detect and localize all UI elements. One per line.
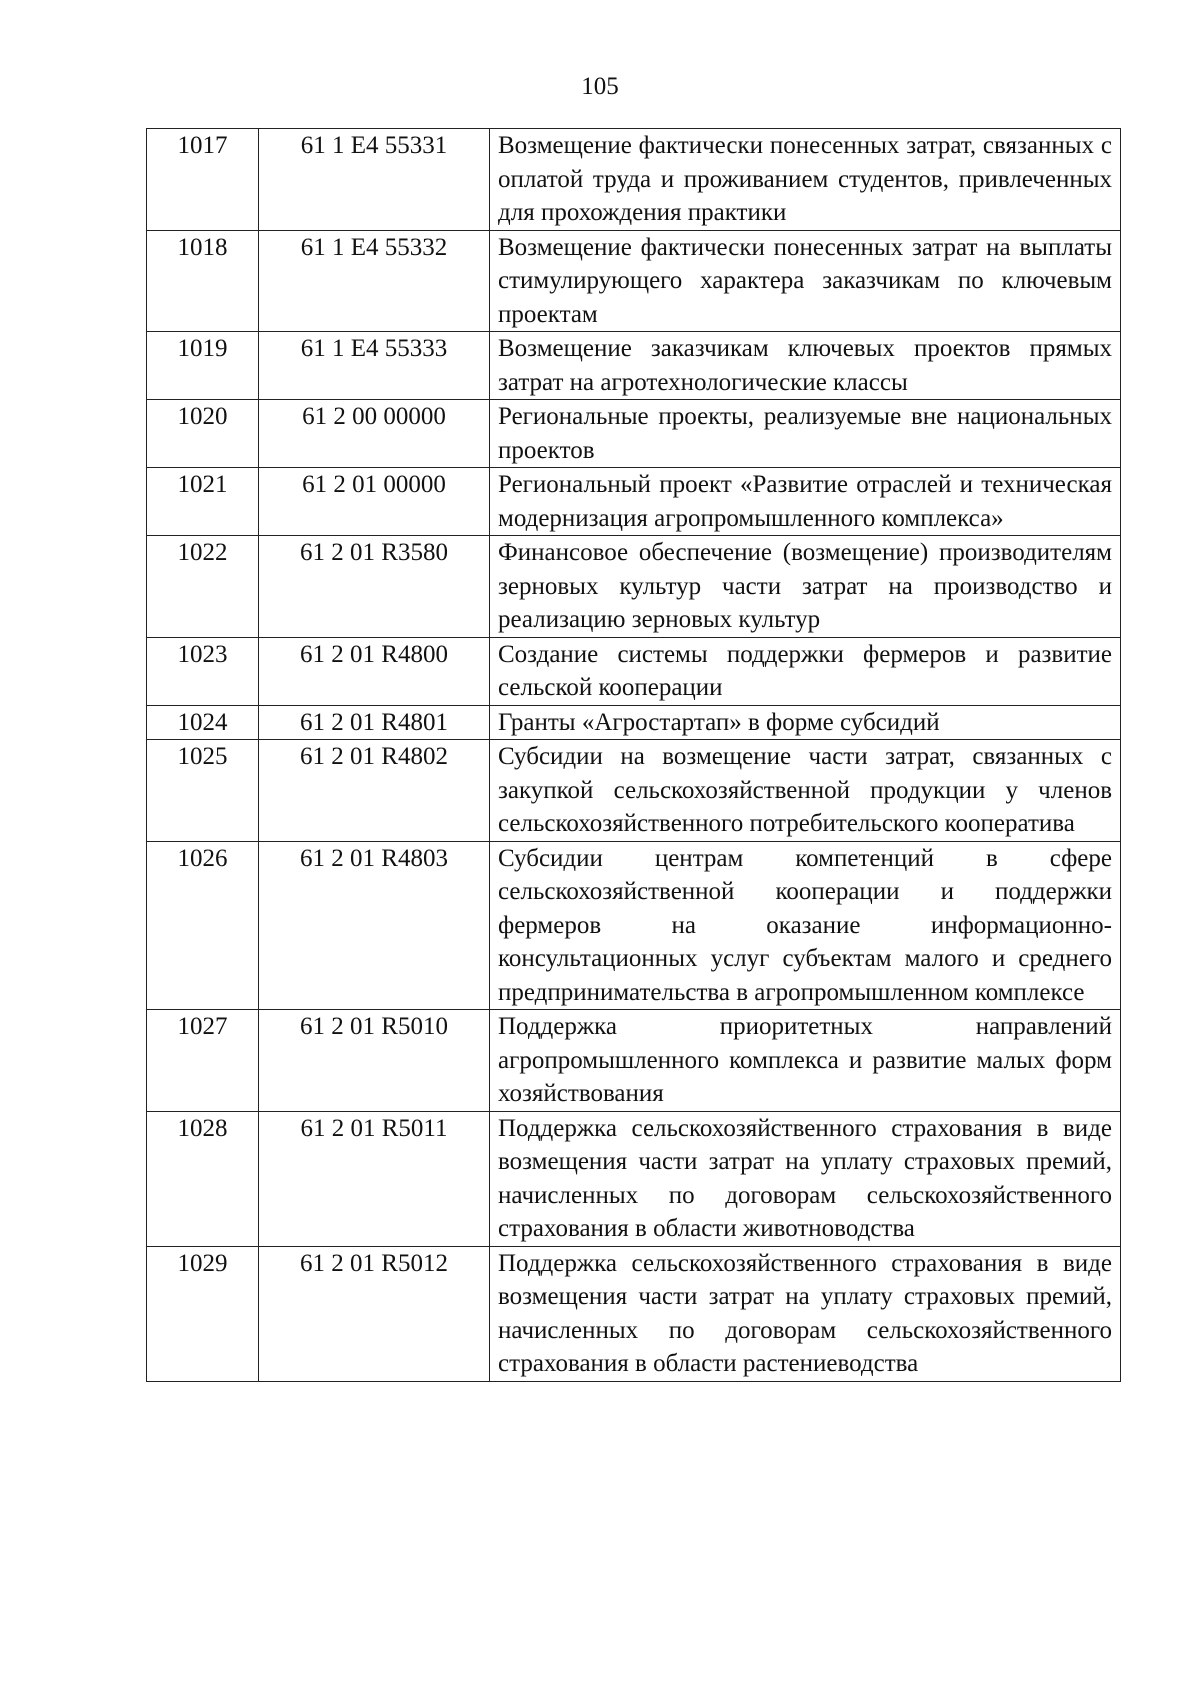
row-number: 1022	[147, 536, 259, 638]
budget-code: 61 1 E4 55332	[259, 230, 490, 332]
row-description: Региональные проекты, реализуемые вне национальных проектов	[490, 400, 1121, 468]
row-number: 1019	[147, 332, 259, 400]
row-number: 1017	[147, 129, 259, 231]
page-number: 105	[581, 73, 619, 100]
budget-code: 61 2 01 00000	[259, 468, 490, 536]
budget-code: 61 1 E4 55331	[259, 129, 490, 231]
budget-code: 61 2 01 R4800	[259, 637, 490, 705]
table-row	[147, 332, 1121, 400]
budget-code: 61 2 01 R3580	[259, 536, 490, 638]
table-row	[147, 1246, 1121, 1381]
row-description: Создание системы поддержки фермеров и развитие сельской кооперации	[490, 637, 1121, 705]
budget-code: 61 2 01 R5012	[259, 1246, 490, 1381]
budget-code: 61 2 01 R5011	[259, 1111, 490, 1246]
table-row	[147, 705, 1121, 740]
row-number: 1026	[147, 841, 259, 1010]
table-row	[147, 841, 1121, 1010]
table-row	[147, 740, 1121, 842]
budget-code: 61 1 E4 55333	[259, 332, 490, 400]
row-number: 1021	[147, 468, 259, 536]
row-number: 1023	[147, 637, 259, 705]
row-description: Субсидии на возмещение части затрат, связанных с закупкой сельскохозяйственной продукции у членов сельскохозяйственного потребительского кооператива	[490, 740, 1121, 842]
row-number: 1029	[147, 1246, 259, 1381]
row-number: 1025	[147, 740, 259, 842]
table-row	[147, 129, 1121, 231]
table-row	[147, 1111, 1121, 1246]
row-description: Возмещение фактически понесенных затрат, связанных с оплатой труда и проживанием студентов, привлеченных для прохождения практики	[490, 129, 1121, 231]
table-row	[147, 468, 1121, 536]
row-number: 1027	[147, 1010, 259, 1112]
row-description: Возмещение фактически понесенных затрат на выплаты стимулирующего характера заказчикам по ключевым проектам	[490, 230, 1121, 332]
row-number: 1024	[147, 705, 259, 740]
row-description: Поддержка сельскохозяйственного страхования в виде возмещения части затрат на уплату страховых премий, начисленных по договорам сельскохозяйственного страхования в области животноводства	[490, 1111, 1121, 1246]
budget-code: 61 2 01 R4801	[259, 705, 490, 740]
row-number: 1020	[147, 400, 259, 468]
row-description: Поддержка сельскохозяйственного страхования в виде возмещения части затрат на уплату страховых премий, начисленных по договорам сельскохозяйственного страхования в области растениеводства	[490, 1246, 1121, 1381]
row-description: Финансовое обеспечение (возмещение) производителям зерновых культур части затрат на производство и реализацию зерновых культур	[490, 536, 1121, 638]
row-description: Субсидии центрам компетенций в сфере сельскохозяйственной кооперации и поддержки фермеров на оказание информационно-консультационных услуг субъектам малого и среднего предпринимательства в агропромышленном комплексе	[490, 841, 1121, 1010]
budget-code: 61 2 01 R4803	[259, 841, 490, 1010]
table-row	[147, 536, 1121, 638]
budget-code: 61 2 00 00000	[259, 400, 490, 468]
table-row	[147, 400, 1121, 468]
row-description: Гранты «Агростартап» в форме субсидий	[490, 705, 1121, 740]
row-description: Возмещение заказчикам ключевых проектов прямых затрат на агротехнологические классы	[490, 332, 1121, 400]
budget-code: 61 2 01 R4802	[259, 740, 490, 842]
row-description: Региональный проект «Развитие отраслей и техническая модернизация агропромышленного комплекса»	[490, 468, 1121, 536]
budget-codes-table	[146, 128, 1121, 1382]
budget-code: 61 2 01 R5010	[259, 1010, 490, 1112]
row-number: 1018	[147, 230, 259, 332]
row-description: Поддержка приоритетных направлений агропромышленного комплекса и развитие малых форм хозяйствования	[490, 1010, 1121, 1112]
table-row	[147, 1010, 1121, 1112]
table-row	[147, 230, 1121, 332]
row-number: 1028	[147, 1111, 259, 1246]
table-row	[147, 637, 1121, 705]
